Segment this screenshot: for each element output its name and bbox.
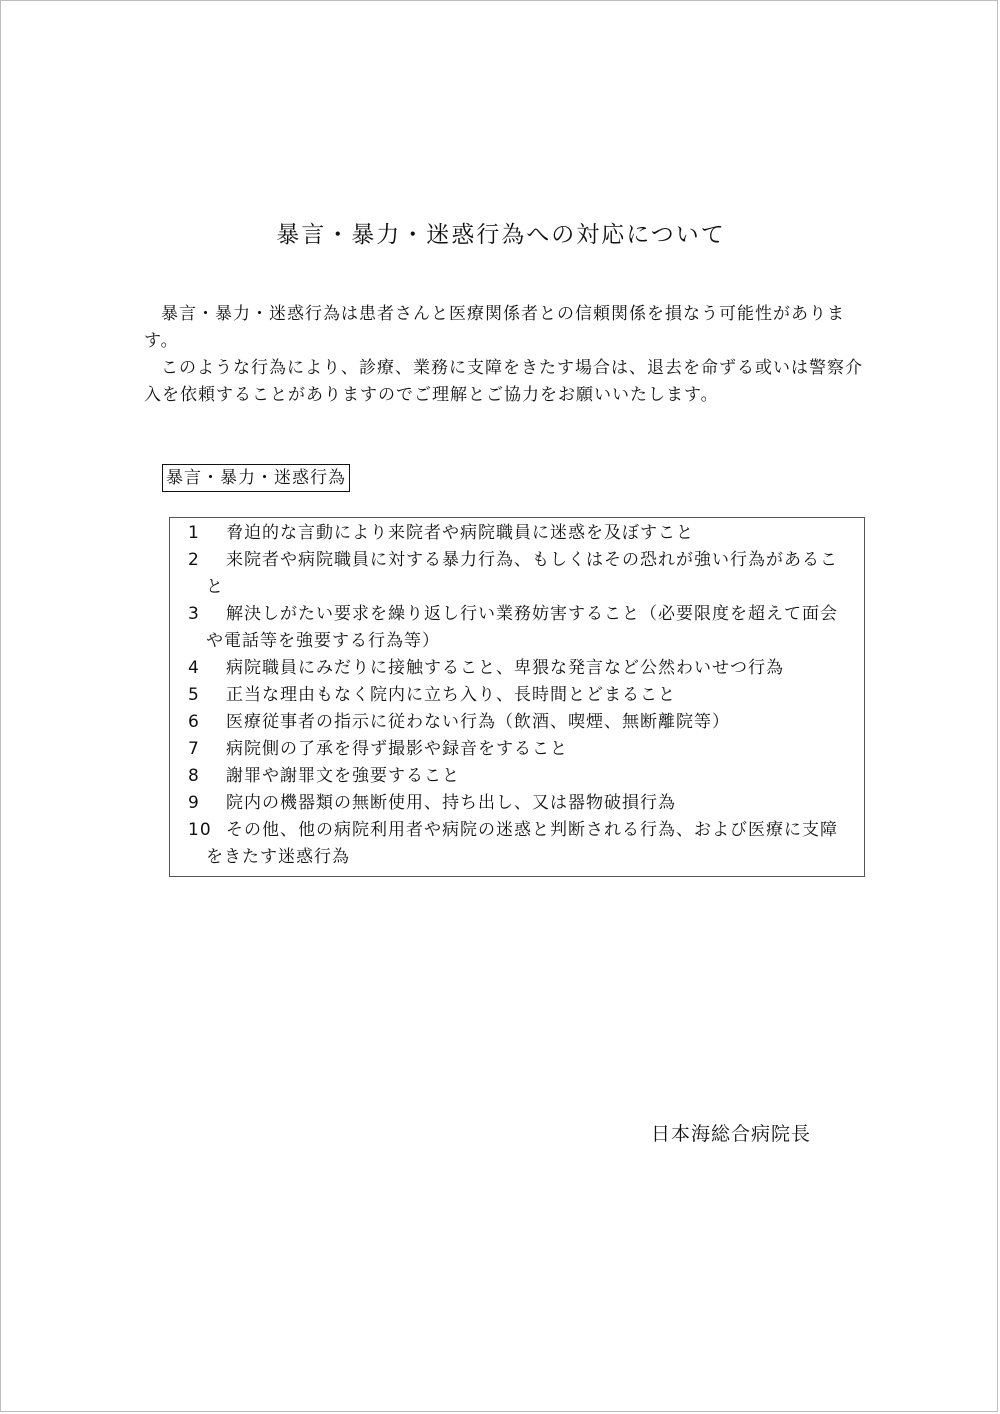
item-number: 5 bbox=[188, 685, 200, 705]
item-text: 脅迫的な言動により来院者や病院職員に迷惑を及ぼすこと bbox=[226, 523, 694, 543]
list-item-3 bbox=[170, 601, 864, 655]
item-number: 7 bbox=[188, 739, 200, 759]
item-number: 3 bbox=[188, 604, 200, 624]
prohibited-acts-list bbox=[170, 520, 864, 871]
section-heading: 暴言・暴力・迷惑行為 bbox=[162, 464, 350, 492]
item-number: 6 bbox=[188, 712, 200, 732]
list-item-7 bbox=[170, 736, 864, 763]
item-number: 4 bbox=[188, 658, 200, 678]
item-text: その他、他の病院利用者や病院の迷惑と判断される行為、および医療に支障をきたす迷惑行為 bbox=[206, 820, 838, 867]
item-number: 8 bbox=[188, 766, 200, 786]
item-text: 病院側の了承を得ず撮影や録音をすること bbox=[226, 739, 568, 759]
item-text: 院内の機器類の無断使用、持ち出し、又は器物破損行為 bbox=[226, 793, 676, 813]
item-text: 医療従事者の指示に従わない行為（飲酒、喫煙、無断離院等） bbox=[226, 712, 730, 732]
list-item-9 bbox=[170, 790, 864, 817]
item-text: 病院職員にみだりに接触すること、卑猥な発言など公然わいせつ行為 bbox=[226, 658, 784, 678]
list-item-8 bbox=[170, 763, 864, 790]
item-text: 正当な理由もなく院内に立ち入り、長時間とどまること bbox=[226, 685, 676, 705]
item-text: 解決しがたい要求を繰り返し行い業務妨害すること（必要限度を超えて面会や電話等を強要する行為等） bbox=[206, 604, 838, 651]
list-item-6 bbox=[170, 709, 864, 736]
prohibited-acts-box bbox=[169, 517, 865, 877]
list-item-5 bbox=[170, 682, 864, 709]
signature: 日本海総合病院長 bbox=[651, 1123, 812, 1145]
item-number: 10 bbox=[188, 820, 212, 840]
page-title: 暴言・暴力・迷惑行為への対応について bbox=[276, 222, 726, 248]
list-item-1 bbox=[170, 520, 864, 547]
item-text: 来院者や病院職員に対する暴力行為、もしくはその恐れが強い行為があること bbox=[206, 550, 838, 597]
item-number: 9 bbox=[188, 793, 200, 813]
list-item-10 bbox=[170, 817, 864, 871]
item-number: 1 bbox=[188, 523, 200, 543]
intro-text bbox=[144, 301, 874, 409]
item-number: 2 bbox=[188, 550, 200, 570]
list-item-2 bbox=[170, 547, 864, 601]
item-text: 謝罪や謝罪文を強要すること bbox=[226, 766, 460, 786]
intro-paragraph-2: このような行為により、診療、業務に支障をきたす場合は、退去を命ずる或いは警察介入を依頼することがありますのでご理解とご協力をお願いいたします。 bbox=[144, 358, 863, 405]
list-item-4 bbox=[170, 655, 864, 682]
intro-paragraph-1: 暴言・暴力・迷惑行為は患者さんと医療関係者との信頼関係を損なう可能性があります。 bbox=[144, 304, 845, 351]
